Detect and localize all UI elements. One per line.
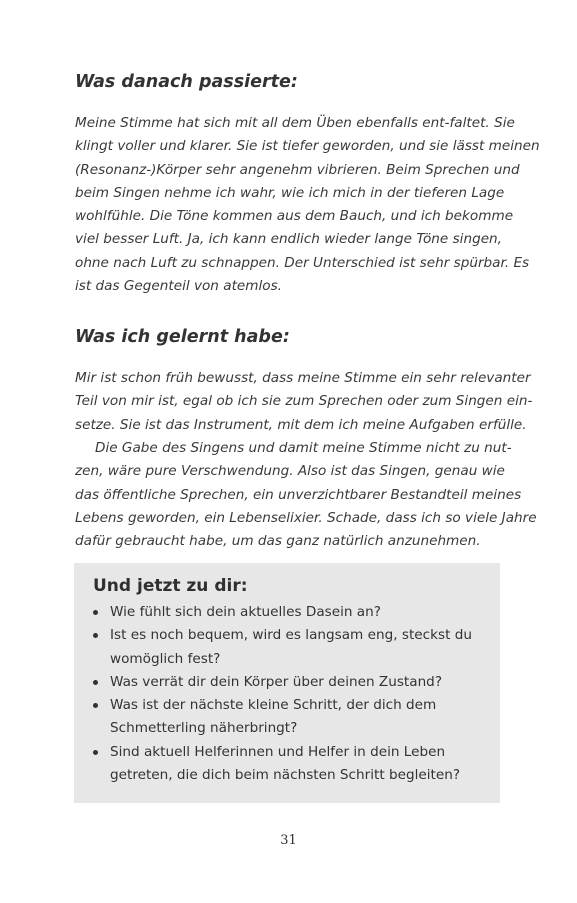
list-item-text: Wie fühlt sich dein aktuelles Dasein an? — [110, 604, 381, 620]
text-line: ohne nach Luft zu schnappen. Der Unterschied ist sehr spürbar. Es — [75, 254, 530, 271]
text-line: klingt voller und klarer. Sie ist tiefer geworden, und sie lässt meinen — [75, 138, 540, 155]
section-heading-after: Was danach passierte: — [75, 72, 298, 92]
bullet-icon — [93, 750, 98, 755]
section-paragraph-after — [75, 112, 540, 298]
reflection-box — [74, 563, 500, 803]
list-item — [91, 741, 491, 788]
text-line: Mir ist schon früh bewusst, dass meine Stimme ein sehr relevanter — [75, 370, 531, 386]
reflection-box-title: Und jetzt zu dir: — [93, 576, 248, 596]
list-item — [91, 671, 491, 694]
text-line: ist das Gegenteil von atemlos. — [75, 278, 283, 295]
text-line: viel besser Luft. Ja, ich kann endlich wieder lange Töne singen, — [75, 231, 502, 248]
text-line: dafür gebraucht habe, um das ganz natürlich anzunehmen. — [75, 533, 481, 550]
section-paragraph-learned-1 — [75, 367, 533, 437]
text-line: beim Singen nehme ich wahr, wie ich mich in der tieferen Lage — [75, 184, 505, 201]
list-item — [91, 694, 491, 741]
section-heading-learned: Was ich gelernt habe: — [75, 327, 290, 347]
list-item-text: Sind aktuell Helferinnen und Helfer in dein Leben — [110, 743, 446, 760]
bullet-icon — [93, 680, 98, 685]
text-line: setze. Sie ist das Instrument, mit dem ich meine Aufgaben erfülle. — [75, 416, 527, 433]
reflection-question-list — [91, 601, 491, 787]
section-paragraph-learned-2 — [75, 437, 537, 553]
text-line: (Resonanz-)Körper sehr angenehm vibrieren. Beim Sprechen und — [75, 161, 520, 178]
text-line: Teil von mir ist, egal ob ich sie zum Sprechen oder zum Singen ein- — [75, 393, 533, 410]
list-item-text: womöglich fest? — [110, 650, 221, 667]
list-item-text: Ist es noch bequem, wird es langsam eng, steckst du — [110, 627, 472, 644]
text-line: zen, wäre pure Verschwendung. Also ist das Singen, genau wie — [75, 463, 505, 480]
text-line: Die Gabe des Singens und damit meine Stimme nicht zu nut- — [95, 440, 512, 456]
list-item — [91, 624, 491, 671]
list-item-text: Schmetterling näherbringt? — [110, 720, 298, 737]
text-line: Lebens geworden, ein Lebenselixier. Schade, dass ich so viele Jahre — [75, 509, 537, 526]
list-item-text: getreten, die dich beim nächsten Schritt begleiten? — [110, 767, 461, 784]
text-line: das öffentliche Sprechen, ein unverzichtbarer Bestandteil meines — [75, 486, 522, 503]
bullet-icon — [93, 633, 98, 638]
text-line: wohlfühle. Die Töne kommen aus dem Bauch, und ich bekomme — [75, 208, 514, 225]
text-line: Meine Stimme hat sich mit all dem Üben ebenfalls ent-faltet. Sie — [75, 115, 515, 131]
list-item-text: Was verrät dir dein Körper über deinen Zustand? — [110, 673, 443, 690]
bullet-icon — [93, 703, 98, 708]
page-number: 31 — [280, 833, 297, 848]
bullet-icon — [93, 610, 98, 615]
list-item — [91, 601, 491, 624]
list-item-text: Was ist der nächste kleine Schritt, der dich dem — [110, 697, 437, 714]
